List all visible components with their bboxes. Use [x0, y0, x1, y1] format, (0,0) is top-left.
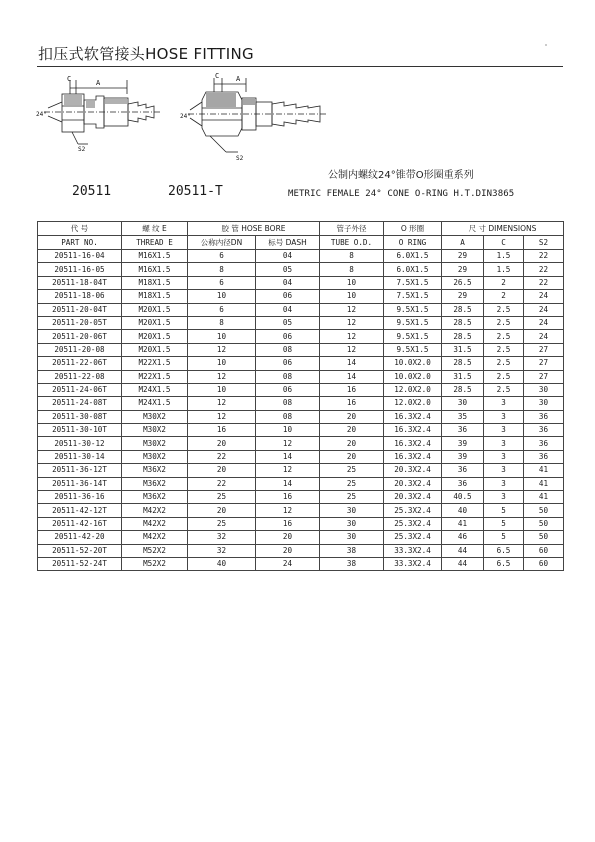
dim-a-cell: 40.5: [442, 491, 484, 504]
dim-s2-cell: 27: [524, 370, 564, 383]
dim-s2-cell: 36: [524, 424, 564, 437]
fitting-spec-table: [37, 221, 564, 571]
dim-s2-cell: 22: [524, 276, 564, 289]
header-dimensions: 尺 寸 DIMENSIONS: [442, 222, 564, 236]
dim-c-cell: 2.5: [484, 330, 524, 343]
table-row: [38, 357, 564, 370]
dim-c-cell: 5: [484, 517, 524, 530]
dim-s2-cell: 41: [524, 464, 564, 477]
oring-cell: 16.3X2.4: [384, 450, 442, 463]
oring-cell: 33.3X2.4: [384, 557, 442, 570]
scan-speck: [545, 44, 547, 46]
dim-s2-cell: 24: [524, 303, 564, 316]
dn-cell: 12: [188, 343, 256, 356]
header-part-no: PART NO.: [38, 236, 122, 250]
dn-cell: 10: [188, 357, 256, 370]
thread-cell: M30X2: [122, 437, 188, 450]
oring-cell: 16.3X2.4: [384, 424, 442, 437]
thread-cell: M24X1.5: [122, 397, 188, 410]
dn-cell: 10: [188, 330, 256, 343]
dash-cell: 04: [256, 250, 320, 263]
dim-c-cell: 3: [484, 450, 524, 463]
header-dim-s2: S2: [524, 236, 564, 250]
part-no-cell: 20511-36-14T: [38, 477, 122, 490]
part-no-cell: 20511-22-08: [38, 370, 122, 383]
thread-cell: M22X1.5: [122, 357, 188, 370]
dash-cell: 08: [256, 397, 320, 410]
tube-od-cell: 38: [320, 544, 384, 557]
dash-cell: 05: [256, 263, 320, 276]
part-no-cell: 20511-20-08: [38, 343, 122, 356]
dim-s2-cell: 27: [524, 343, 564, 356]
part-no-cell: 20511-42-20: [38, 531, 122, 544]
oring-cell: 6.0X1.5: [384, 250, 442, 263]
part-no-cell: 20511-18-04T: [38, 276, 122, 289]
thread-cell: M36X2: [122, 477, 188, 490]
dim-c-cell: 3: [484, 491, 524, 504]
dash-cell: 20: [256, 544, 320, 557]
tube-od-cell: 20: [320, 437, 384, 450]
tube-od-cell: 8: [320, 263, 384, 276]
series-title-en: METRIC FEMALE 24° CONE O-RING H.T.DIN3865: [288, 189, 515, 199]
dn-cell: 20: [188, 504, 256, 517]
dim-c-cell: 5: [484, 531, 524, 544]
dim-s2-cell: 36: [524, 437, 564, 450]
dim-s2-cell: 41: [524, 477, 564, 490]
table-row: [38, 370, 564, 383]
angle-label: 24°: [36, 111, 47, 118]
dn-cell: 22: [188, 477, 256, 490]
dim-c-cell: 3: [484, 437, 524, 450]
dim-a-cell: 29: [442, 290, 484, 303]
dn-cell: 6: [188, 276, 256, 289]
dn-cell: 25: [188, 491, 256, 504]
oring-cell: 25.3X2.4: [384, 531, 442, 544]
dash-cell: 08: [256, 343, 320, 356]
dim-a-cell: 39: [442, 450, 484, 463]
dim-c-cell: 2.5: [484, 370, 524, 383]
table-row: [38, 290, 564, 303]
dn-cell: 32: [188, 531, 256, 544]
part-no-cell: 20511-20-05T: [38, 316, 122, 329]
dim-a-label: A: [236, 75, 241, 83]
table-row: [38, 383, 564, 396]
dash-cell: 06: [256, 357, 320, 370]
dim-c-cell: 2.5: [484, 357, 524, 370]
part-no-cell: 20511-16-04: [38, 250, 122, 263]
dim-c-cell: 3: [484, 477, 524, 490]
dim-s2-cell: 30: [524, 383, 564, 396]
dim-c-cell: 3: [484, 397, 524, 410]
dim-s2-cell: 36: [524, 410, 564, 423]
dim-s2-cell: 22: [524, 250, 564, 263]
thread-cell: M18X1.5: [122, 290, 188, 303]
header-dn: 公称内径DN: [188, 236, 256, 250]
table-row: [38, 544, 564, 557]
fitting-drawing-20511: [34, 72, 164, 162]
dash-cell: 16: [256, 517, 320, 530]
thread-cell: M24X1.5: [122, 383, 188, 396]
header-oring-cn: O 形圈: [384, 222, 442, 236]
dash-cell: 08: [256, 410, 320, 423]
dn-cell: 20: [188, 437, 256, 450]
oring-cell: 9.5X1.5: [384, 343, 442, 356]
tube-od-cell: 30: [320, 504, 384, 517]
header-part-cn: 代 号: [38, 222, 122, 236]
tube-od-cell: 12: [320, 316, 384, 329]
table-row: [38, 263, 564, 276]
dim-c-cell: 2.5: [484, 316, 524, 329]
table-row: [38, 410, 564, 423]
dim-c-cell: 3: [484, 424, 524, 437]
table-row: [38, 316, 564, 329]
dim-a-cell: 26.5: [442, 276, 484, 289]
oring-cell: 25.3X2.4: [384, 517, 442, 530]
dim-a-cell: 29: [442, 250, 484, 263]
dim-c-label: C: [67, 75, 72, 83]
dn-cell: 10: [188, 383, 256, 396]
oring-cell: 6.0X1.5: [384, 263, 442, 276]
dn-cell: 8: [188, 263, 256, 276]
dim-s2-cell: 30: [524, 397, 564, 410]
table-row: [38, 303, 564, 316]
part-no-cell: 20511-24-08T: [38, 397, 122, 410]
part-no-cell: 20511-36-12T: [38, 464, 122, 477]
table-row: [38, 397, 564, 410]
dash-cell: 06: [256, 290, 320, 303]
dim-c-cell: 2.5: [484, 343, 524, 356]
tube-od-cell: 38: [320, 557, 384, 570]
dim-a-cell: 28.5: [442, 357, 484, 370]
table-row: [38, 504, 564, 517]
dim-s2-cell: 50: [524, 531, 564, 544]
dn-cell: 10: [188, 290, 256, 303]
thread-cell: M42X2: [122, 504, 188, 517]
tube-od-cell: 10: [320, 290, 384, 303]
oring-cell: 10.0X2.0: [384, 370, 442, 383]
thread-cell: M42X2: [122, 531, 188, 544]
dn-cell: 20: [188, 464, 256, 477]
table-row: [38, 330, 564, 343]
dash-cell: 06: [256, 383, 320, 396]
tube-od-cell: 16: [320, 383, 384, 396]
header-dash: 标号 DASH: [256, 236, 320, 250]
thread-cell: M20X1.5: [122, 343, 188, 356]
thread-cell: M20X1.5: [122, 316, 188, 329]
dash-cell: 04: [256, 303, 320, 316]
header-hose-bore: 胶 管 HOSE BORE: [188, 222, 320, 236]
part-no-cell: 20511-18-06: [38, 290, 122, 303]
dn-cell: 32: [188, 544, 256, 557]
series-title-cn: 公制内螺纹24°锥带O形圈重系列: [328, 170, 474, 181]
part-no-cell: 20511-30-14: [38, 450, 122, 463]
dim-s2-cell: 22: [524, 263, 564, 276]
dim-c-cell: 3: [484, 464, 524, 477]
tube-od-cell: 14: [320, 357, 384, 370]
part-no-cell: 20511-52-20T: [38, 544, 122, 557]
dim-a-cell: 44: [442, 557, 484, 570]
table-row: [38, 491, 564, 504]
dash-cell: 20: [256, 531, 320, 544]
dim-s2-cell: 24: [524, 290, 564, 303]
part-no-cell: 20511-22-06T: [38, 357, 122, 370]
dim-a-cell: 28.5: [442, 316, 484, 329]
dim-a-cell: 30: [442, 397, 484, 410]
dim-c-cell: 6.5: [484, 557, 524, 570]
oring-cell: 12.0X2.0: [384, 383, 442, 396]
part-no-cell: 20511-52-24T: [38, 557, 122, 570]
dim-a-cell: 39: [442, 437, 484, 450]
part-no-cell: 20511-16-05: [38, 263, 122, 276]
dim-a-cell: 44: [442, 544, 484, 557]
oring-cell: 7.5X1.5: [384, 276, 442, 289]
dash-cell: 12: [256, 437, 320, 450]
dim-s2-cell: 24: [524, 316, 564, 329]
oring-cell: 16.3X2.4: [384, 437, 442, 450]
code-20511-t: 20511-T: [168, 184, 223, 199]
part-no-cell: 20511-30-08T: [38, 410, 122, 423]
table-row: [38, 517, 564, 530]
dim-c-cell: 2.5: [484, 383, 524, 396]
dash-cell: 24: [256, 557, 320, 570]
table-row: [38, 450, 564, 463]
dim-a-cell: 46: [442, 531, 484, 544]
tube-od-cell: 16: [320, 397, 384, 410]
fitting-drawing-20511-t: [180, 72, 330, 164]
oring-cell: 16.3X2.4: [384, 410, 442, 423]
tube-od-cell: 8: [320, 250, 384, 263]
dash-cell: 14: [256, 450, 320, 463]
thread-cell: M52X2: [122, 544, 188, 557]
title-divider: [37, 66, 563, 67]
table-row: [38, 424, 564, 437]
header-thread-cn: 螺 纹 E: [122, 222, 188, 236]
tube-od-cell: 30: [320, 517, 384, 530]
dn-cell: 12: [188, 370, 256, 383]
dim-s2-cell: 50: [524, 517, 564, 530]
dn-cell: 12: [188, 397, 256, 410]
dim-s2-label: S2: [236, 155, 244, 162]
thread-cell: M20X1.5: [122, 303, 188, 316]
table-row: [38, 343, 564, 356]
dim-c-label: C: [215, 72, 220, 80]
thread-cell: M22X1.5: [122, 370, 188, 383]
dim-s2-cell: 60: [524, 557, 564, 570]
part-no-cell: 20511-30-12: [38, 437, 122, 450]
dash-cell: 10: [256, 424, 320, 437]
tube-od-cell: 12: [320, 330, 384, 343]
dn-cell: 25: [188, 517, 256, 530]
part-no-cell: 20511-20-04T: [38, 303, 122, 316]
thread-cell: M52X2: [122, 557, 188, 570]
oring-cell: 9.5X1.5: [384, 316, 442, 329]
dim-s2-cell: 36: [524, 450, 564, 463]
header-thread: THREAD E: [122, 236, 188, 250]
table-row: [38, 531, 564, 544]
table-row: [38, 437, 564, 450]
dim-s2-cell: 50: [524, 504, 564, 517]
table-row: [38, 276, 564, 289]
dn-cell: 8: [188, 316, 256, 329]
oring-cell: 10.0X2.0: [384, 357, 442, 370]
dim-a-cell: 36: [442, 464, 484, 477]
dash-cell: 08: [256, 370, 320, 383]
dn-cell: 12: [188, 410, 256, 423]
dim-a-cell: 36: [442, 477, 484, 490]
oring-cell: 9.5X1.5: [384, 330, 442, 343]
dn-cell: 40: [188, 557, 256, 570]
dim-a-cell: 36: [442, 424, 484, 437]
dim-c-cell: 5: [484, 504, 524, 517]
table-row: [38, 464, 564, 477]
dash-cell: 12: [256, 464, 320, 477]
oring-cell: 25.3X2.4: [384, 504, 442, 517]
dn-cell: 6: [188, 303, 256, 316]
dim-c-cell: 2: [484, 290, 524, 303]
dim-a-cell: 28.5: [442, 383, 484, 396]
thread-cell: M30X2: [122, 450, 188, 463]
table-header-row-2: [38, 236, 564, 250]
dim-c-cell: 1.5: [484, 263, 524, 276]
table-header-row-1: [38, 222, 564, 236]
dim-a-cell: 28.5: [442, 303, 484, 316]
thread-cell: M36X2: [122, 491, 188, 504]
dim-a-cell: 41: [442, 517, 484, 530]
dim-a-cell: 40: [442, 504, 484, 517]
dn-cell: 6: [188, 250, 256, 263]
dash-cell: 16: [256, 491, 320, 504]
tube-od-cell: 10: [320, 276, 384, 289]
part-no-cell: 20511-36-16: [38, 491, 122, 504]
dn-cell: 22: [188, 450, 256, 463]
oring-cell: 33.3X2.4: [384, 544, 442, 557]
tube-od-cell: 14: [320, 370, 384, 383]
tube-od-cell: 25: [320, 477, 384, 490]
table-row: [38, 250, 564, 263]
thread-cell: M20X1.5: [122, 330, 188, 343]
thread-cell: M42X2: [122, 517, 188, 530]
dim-s2-cell: 60: [524, 544, 564, 557]
part-no-cell: 20511-42-12T: [38, 504, 122, 517]
dim-c-cell: 1.5: [484, 250, 524, 263]
dim-c-cell: 2.5: [484, 303, 524, 316]
dim-s2-cell: 41: [524, 491, 564, 504]
dim-a-cell: 29: [442, 263, 484, 276]
header-tube-od: TUBE O.D.: [320, 236, 384, 250]
dim-c-cell: 2: [484, 276, 524, 289]
thread-cell: M30X2: [122, 410, 188, 423]
tube-od-cell: 12: [320, 303, 384, 316]
angle-label: 24°: [180, 113, 191, 120]
dash-cell: 06: [256, 330, 320, 343]
oring-cell: 20.3X2.4: [384, 491, 442, 504]
oring-cell: 9.5X1.5: [384, 303, 442, 316]
dash-cell: 05: [256, 316, 320, 329]
table-body: [38, 250, 564, 571]
tube-od-cell: 30: [320, 531, 384, 544]
dim-c-cell: 3: [484, 410, 524, 423]
dim-c-cell: 6.5: [484, 544, 524, 557]
oring-cell: 20.3X2.4: [384, 477, 442, 490]
oring-cell: 12.0X2.0: [384, 397, 442, 410]
header-dim-a: A: [442, 236, 484, 250]
dim-s2-cell: 24: [524, 330, 564, 343]
thread-cell: M16X1.5: [122, 250, 188, 263]
dim-a-label: A: [96, 79, 101, 87]
dash-cell: 14: [256, 477, 320, 490]
tube-od-cell: 12: [320, 343, 384, 356]
oring-cell: 7.5X1.5: [384, 290, 442, 303]
dim-a-cell: 28.5: [442, 330, 484, 343]
dn-cell: 16: [188, 424, 256, 437]
dim-a-cell: 31.5: [442, 343, 484, 356]
table-row: [38, 477, 564, 490]
page-title: 扣压式软管接头HOSE FITTING: [38, 45, 254, 63]
dim-a-cell: 31.5: [442, 370, 484, 383]
table-row: [38, 557, 564, 570]
tube-od-cell: 25: [320, 464, 384, 477]
code-20511: 20511: [72, 184, 112, 199]
dash-cell: 04: [256, 276, 320, 289]
dim-a-cell: 35: [442, 410, 484, 423]
dim-s2-label: S2: [78, 146, 86, 153]
dash-cell: 12: [256, 504, 320, 517]
thread-cell: M18X1.5: [122, 276, 188, 289]
oring-cell: 20.3X2.4: [384, 464, 442, 477]
part-no-cell: 20511-42-16T: [38, 517, 122, 530]
part-no-cell: 20511-30-10T: [38, 424, 122, 437]
thread-cell: M16X1.5: [122, 263, 188, 276]
header-tube-cn: 管子外径: [320, 222, 384, 236]
dim-s2-cell: 27: [524, 357, 564, 370]
thread-cell: M36X2: [122, 464, 188, 477]
tube-od-cell: 20: [320, 424, 384, 437]
part-no-cell: 20511-24-06T: [38, 383, 122, 396]
tube-od-cell: 25: [320, 491, 384, 504]
thread-cell: M30X2: [122, 424, 188, 437]
part-no-cell: 20511-20-06T: [38, 330, 122, 343]
header-oring: O RING: [384, 236, 442, 250]
tube-od-cell: 20: [320, 410, 384, 423]
header-dim-c: C: [484, 236, 524, 250]
tube-od-cell: 20: [320, 450, 384, 463]
